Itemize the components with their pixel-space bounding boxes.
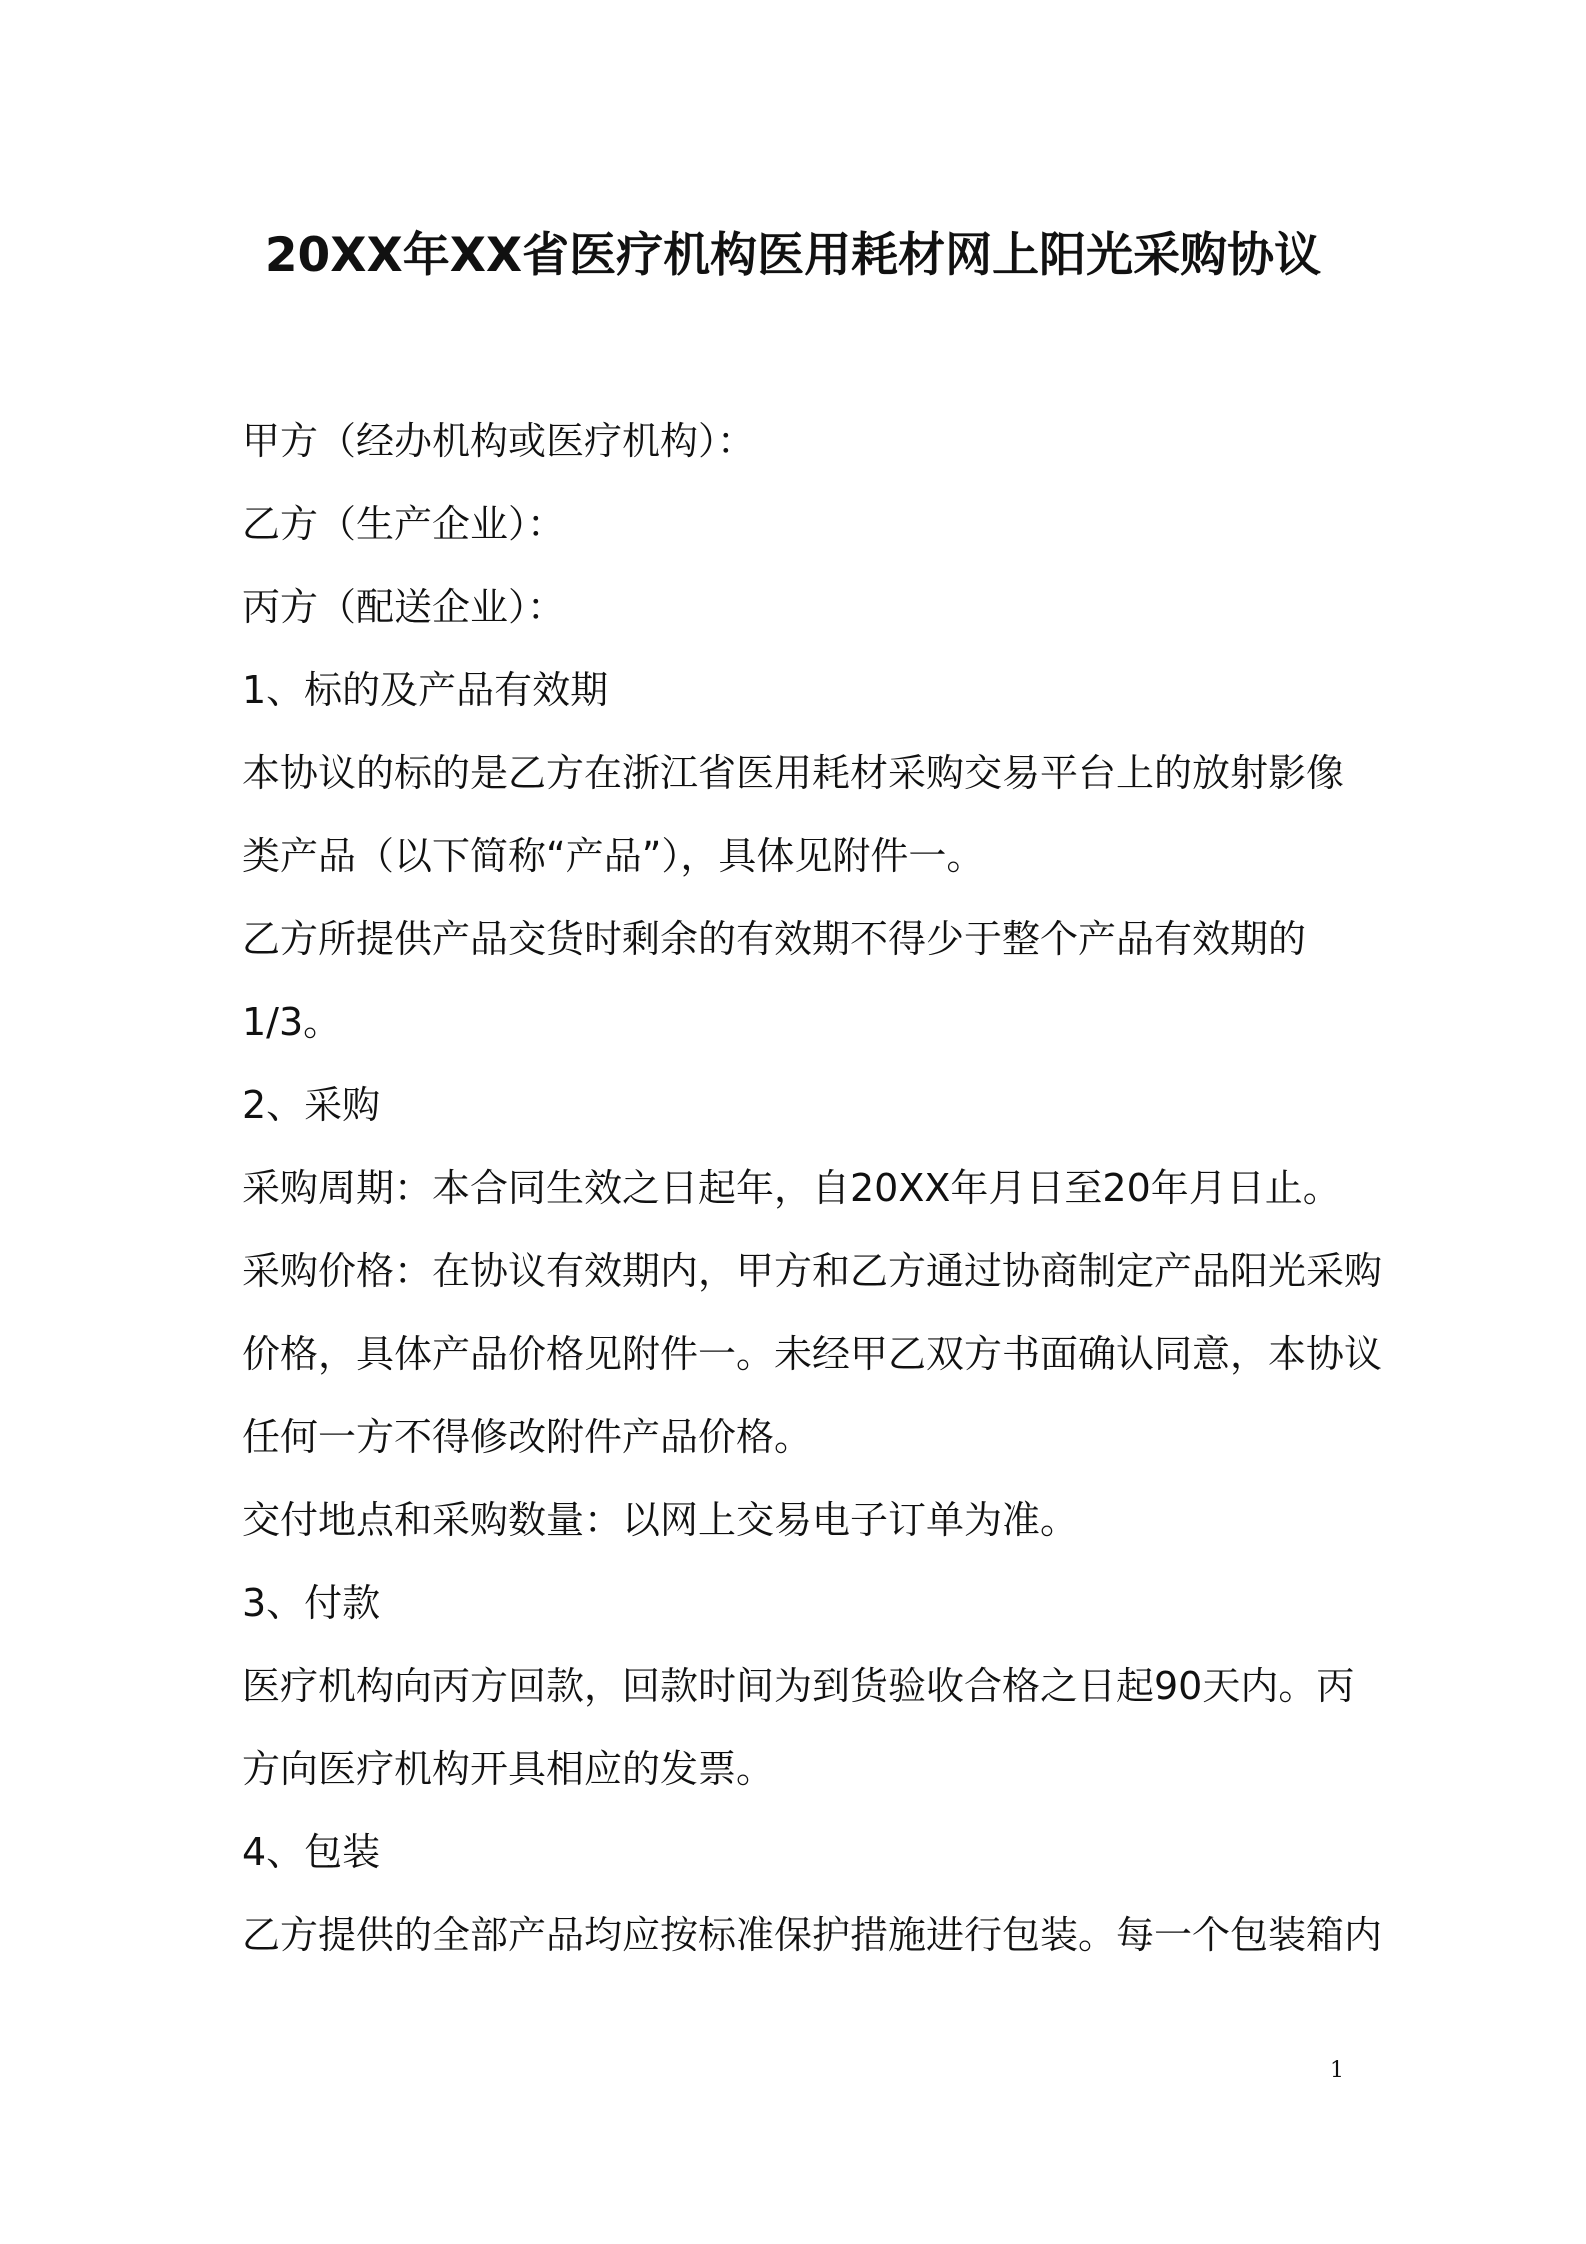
paragraph-line: 采购周期：本合同生效之日起年，自20XX年月日至20年月日止。 xyxy=(242,1166,1341,1210)
party-c-line: 丙方（配送企业）： xyxy=(242,585,566,629)
paragraph-line: 采购价格：在协议有效期内，甲方和乙方通过协商制定产品阳光采购 xyxy=(242,1249,1383,1293)
paragraph-line: 乙方所提供产品交货时剩余的有效期不得少于整个产品有效期的 xyxy=(242,917,1307,961)
paragraph-line: 价格，具体产品价格见附件一。未经甲乙双方书面确认同意，本协议 xyxy=(242,1332,1383,1376)
paragraph-line: 类产品（以下简称“产品”），具体见附件一。 xyxy=(242,834,985,878)
section-heading-4: 4、包装 xyxy=(242,1830,381,1874)
section-heading-3: 3、付款 xyxy=(242,1581,381,1625)
paragraph-line: 本协议的标的是乙方在浙江省医用耗材采购交易平台上的放射影像 xyxy=(242,751,1345,795)
section-heading-2: 2、采购 xyxy=(242,1083,381,1127)
party-a-line: 甲方（经办机构或医疗机构）： xyxy=(242,419,756,463)
paragraph-line: 方向医疗机构开具相应的发票。 xyxy=(242,1747,775,1791)
document-body xyxy=(242,400,1383,1977)
paragraph-line: 1/3。 xyxy=(242,1000,342,1044)
section-heading-1: 1、标的及产品有效期 xyxy=(242,668,609,712)
party-b-line: 乙方（生产企业）： xyxy=(242,502,566,546)
paragraph-line: 交付地点和采购数量：以网上交易电子订单为准。 xyxy=(242,1498,1079,1542)
paragraph-line: 任何一方不得修改附件产品价格。 xyxy=(242,1415,813,1459)
paragraph-line: 医疗机构向丙方回款，回款时间为到货验收合格之日起90天内。丙 xyxy=(242,1664,1355,1708)
page-number: 1 xyxy=(1330,2058,1344,2083)
paragraph-line: 乙方提供的全部产品均应按标准保护措施进行包装。每一个包装箱内 xyxy=(242,1913,1383,1957)
document-title: 20XX年XX省医疗机构医用耗材网上阳光采购协议 xyxy=(264,228,1322,283)
